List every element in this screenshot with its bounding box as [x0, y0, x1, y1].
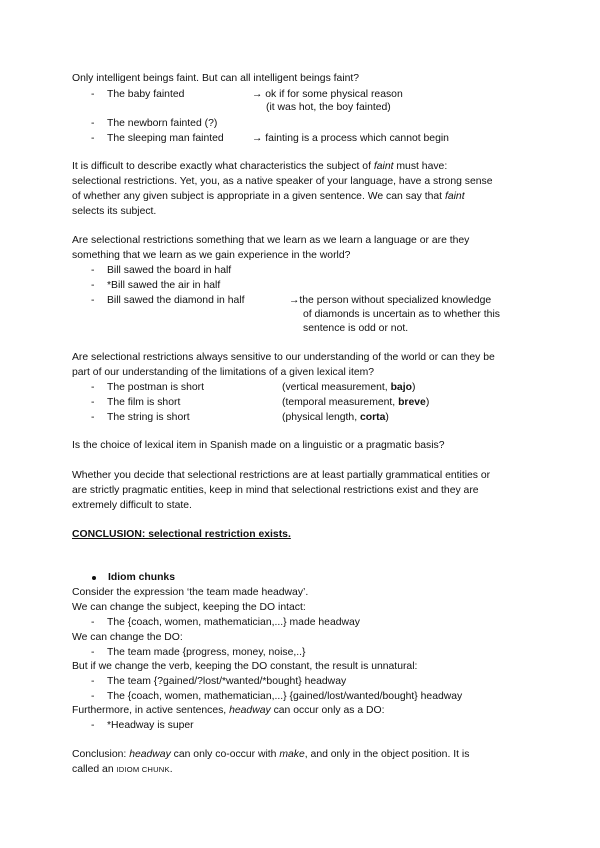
list-item-note: → ok if for some physical reason	[252, 89, 403, 100]
para-line: Conclusion: headway can only co-occur with make, and only in the object position. It is	[72, 749, 470, 760]
para-line: We can change the DO:	[72, 632, 183, 643]
list-dash: -	[91, 397, 95, 408]
list-dash: -	[91, 720, 95, 731]
para-line: of whether any given subject is appropriate in a given sentence. We can say that faint	[72, 191, 465, 202]
list-item: *Bill sawed the air in half	[107, 280, 221, 291]
list-item-note: (temporal measurement, breve)	[282, 397, 430, 408]
para-line: Furthermore, in active sentences, headway can occur only as a DO:	[72, 705, 385, 716]
list-dash: -	[91, 280, 95, 291]
list-dash: -	[91, 647, 95, 658]
para-line: something that we learn as we gain experience in the world?	[72, 250, 351, 261]
list-dash: -	[91, 265, 95, 276]
para-line: It is difficult to describe exactly what characteristics the subject of faint must have:	[72, 161, 448, 172]
list-dash: -	[91, 89, 95, 100]
list-item-note: →the person without specialized knowledge	[289, 295, 492, 306]
list-dash: -	[91, 118, 95, 129]
para-line: selects its subject.	[72, 206, 157, 217]
list-item: The string is short	[107, 412, 190, 423]
para-line: are strictly pragmatic entities, keep in mind that selectional restrictions exist and they are	[72, 485, 479, 496]
list-item: Bill sawed the diamond in half	[107, 295, 245, 306]
para-line: selectional restrictions. Yet, you, as a native speaker of your language, have a strong sense	[72, 176, 493, 187]
list-item: Bill sawed the board in half	[107, 265, 232, 276]
para-line: Whether you decide that selectional restrictions are at least partially grammatical entities or	[72, 470, 491, 481]
list-item-note: sentence is odd or not.	[303, 323, 409, 334]
para-line: part of our understanding of the limitations of a given lexical item?	[72, 367, 375, 378]
list-dash: -	[91, 676, 95, 687]
para-line: called an IDIOM CHUNK.	[72, 764, 173, 775]
list-item: The postman is short	[107, 382, 205, 393]
list-dash: -	[91, 617, 95, 628]
list-item: The baby fainted	[107, 89, 185, 100]
para-line: Consider the expression ‘the team made headway’.	[72, 587, 309, 598]
para-line: We can change the subject, keeping the DO intact:	[72, 602, 306, 613]
list-item: The team {?gained/?lost/*wanted/*bought} headway	[107, 676, 347, 687]
list-dash: -	[91, 382, 95, 393]
conclusion-heading: CONCLUSION: selectional restriction exists.	[72, 529, 291, 540]
list-item-note: (physical length, corta)	[282, 412, 389, 423]
list-item: The {coach, women, mathematician,...} {gained/lost/wanted/bought} headway	[107, 691, 463, 702]
list-item: The newborn fainted (?)	[107, 118, 218, 129]
para-line: Is the choice of lexical item in Spanish made on a linguistic or a pragmatic basis?	[72, 440, 445, 451]
list-item-note: of diamonds is uncertain as to whether this	[303, 309, 500, 320]
list-dash: -	[91, 412, 95, 423]
list-dash: -	[91, 295, 95, 306]
list-item: *Headway is super	[107, 720, 194, 731]
list-item: The team made {progress, money, noise,..}	[107, 647, 306, 658]
list-item-note: → fainting is a process which cannot begin	[252, 133, 449, 144]
list-item-note: (vertical measurement, bajo)	[282, 382, 416, 393]
para-faint-intro: Only intelligent beings faint. But can all intelligent beings faint?	[72, 73, 360, 84]
list-dash: -	[91, 691, 95, 702]
list-item-note: (it was hot, the boy fainted)	[266, 102, 391, 113]
para-line: But if we change the verb, keeping the DO constant, the result is unnatural:	[72, 661, 418, 672]
list-item: The sleeping man fainted	[107, 133, 224, 144]
list-dash: -	[91, 133, 95, 144]
list-item: The {coach, women, mathematician,...} made headway	[107, 617, 360, 628]
bullet-icon	[92, 576, 96, 580]
section-heading: Idiom chunks	[108, 572, 175, 583]
list-item: The film is short	[107, 397, 181, 408]
para-line: Are selectional restrictions always sensitive to our understanding of the world or can they be	[72, 352, 495, 363]
para-line: Are selectional restrictions something that we learn as we learn a language or are they	[72, 235, 470, 246]
para-line: extremely difficult to state.	[72, 500, 192, 511]
